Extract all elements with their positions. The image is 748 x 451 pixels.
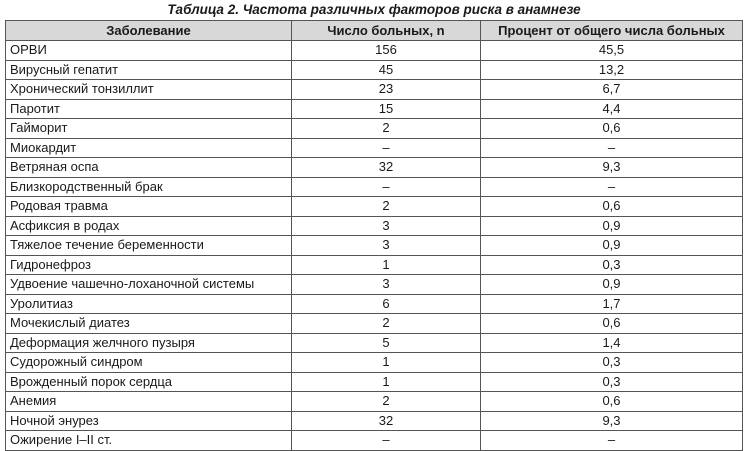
risk-factors-table (5, 20, 743, 451)
cell-percent: 4,4 (481, 99, 743, 119)
table-row (6, 431, 743, 451)
cell-disease: Ночной энурез (6, 411, 292, 431)
cell-percent: 0,3 (481, 372, 743, 392)
cell-percent: – (481, 138, 743, 158)
cell-patient-count: 32 (292, 158, 481, 178)
cell-disease: Гайморит (6, 119, 292, 139)
cell-patient-count: 156 (292, 41, 481, 61)
table-row (6, 41, 743, 61)
cell-patient-count: 2 (292, 392, 481, 412)
cell-patient-count: – (292, 177, 481, 197)
cell-disease: Тяжелое течение беременности (6, 236, 292, 256)
cell-disease: Ветряная оспа (6, 158, 292, 178)
table-header-row (6, 21, 743, 41)
cell-percent: 9,3 (481, 158, 743, 178)
cell-patient-count: 3 (292, 236, 481, 256)
table-row (6, 216, 743, 236)
cell-patient-count: – (292, 138, 481, 158)
cell-percent: 0,3 (481, 353, 743, 373)
cell-percent: 9,3 (481, 411, 743, 431)
cell-percent: 0,9 (481, 275, 743, 295)
cell-disease: Хронический тонзиллит (6, 80, 292, 100)
table-row (6, 294, 743, 314)
table-row (6, 60, 743, 80)
cell-disease: Родовая травма (6, 197, 292, 217)
table-row (6, 80, 743, 100)
cell-percent: 0,6 (481, 314, 743, 334)
cell-percent: 0,6 (481, 197, 743, 217)
table-row (6, 138, 743, 158)
cell-percent: 0,6 (481, 392, 743, 412)
table-row (6, 255, 743, 275)
table-row (6, 158, 743, 178)
table-row (6, 353, 743, 373)
cell-percent: – (481, 177, 743, 197)
cell-patient-count: 3 (292, 275, 481, 295)
table-row (6, 177, 743, 197)
cell-patient-count: 2 (292, 119, 481, 139)
cell-patient-count: – (292, 431, 481, 451)
cell-patient-count: 32 (292, 411, 481, 431)
cell-percent: 1,4 (481, 333, 743, 353)
table-row (6, 197, 743, 217)
cell-patient-count: 1 (292, 353, 481, 373)
cell-disease: Деформация желчного пузыря (6, 333, 292, 353)
cell-percent: 6,7 (481, 80, 743, 100)
table-row (6, 119, 743, 139)
cell-patient-count: 3 (292, 216, 481, 236)
cell-patient-count: 2 (292, 314, 481, 334)
table-row (6, 411, 743, 431)
cell-patient-count: 1 (292, 372, 481, 392)
table-row (6, 99, 743, 119)
table-row (6, 314, 743, 334)
cell-percent: 45,5 (481, 41, 743, 61)
cell-percent: 0,9 (481, 236, 743, 256)
cell-percent: 0,9 (481, 216, 743, 236)
table-caption: Таблица 2. Частота различных факторов риска в анамнезе (167, 2, 581, 17)
cell-disease: Мочекислый диатез (6, 314, 292, 334)
cell-patient-count: 2 (292, 197, 481, 217)
cell-patient-count: 23 (292, 80, 481, 100)
cell-patient-count: 45 (292, 60, 481, 80)
cell-patient-count: 15 (292, 99, 481, 119)
cell-disease: Гидронефроз (6, 255, 292, 275)
cell-disease: Ожирение I–II ст. (6, 431, 292, 451)
cell-disease: Уролитиаз (6, 294, 292, 314)
cell-percent: 0,6 (481, 119, 743, 139)
table-row (6, 392, 743, 412)
table-row (6, 236, 743, 256)
cell-patient-count: 1 (292, 255, 481, 275)
header-disease: Заболевание (6, 21, 292, 41)
table-row (6, 333, 743, 353)
cell-patient-count: 5 (292, 333, 481, 353)
table-body (6, 41, 743, 451)
cell-disease: Удвоение чашечно-лоханочной системы (6, 275, 292, 295)
table-row (6, 372, 743, 392)
cell-disease: Вирусный гепатит (6, 60, 292, 80)
cell-disease: Асфиксия в родах (6, 216, 292, 236)
header-patient-count: Число больных, n (292, 21, 481, 41)
cell-disease: Судорожный синдром (6, 353, 292, 373)
cell-percent: 13,2 (481, 60, 743, 80)
cell-percent: – (481, 431, 743, 451)
cell-disease: Близкородственный брак (6, 177, 292, 197)
cell-percent: 1,7 (481, 294, 743, 314)
cell-disease: Паротит (6, 99, 292, 119)
cell-disease: Миокардит (6, 138, 292, 158)
cell-disease: Анемия (6, 392, 292, 412)
cell-disease: ОРВИ (6, 41, 292, 61)
cell-disease: Врожденный порок сердца (6, 372, 292, 392)
cell-percent: 0,3 (481, 255, 743, 275)
table-row (6, 275, 743, 295)
cell-patient-count: 6 (292, 294, 481, 314)
header-percent: Процент от общего числа больных (481, 21, 743, 41)
